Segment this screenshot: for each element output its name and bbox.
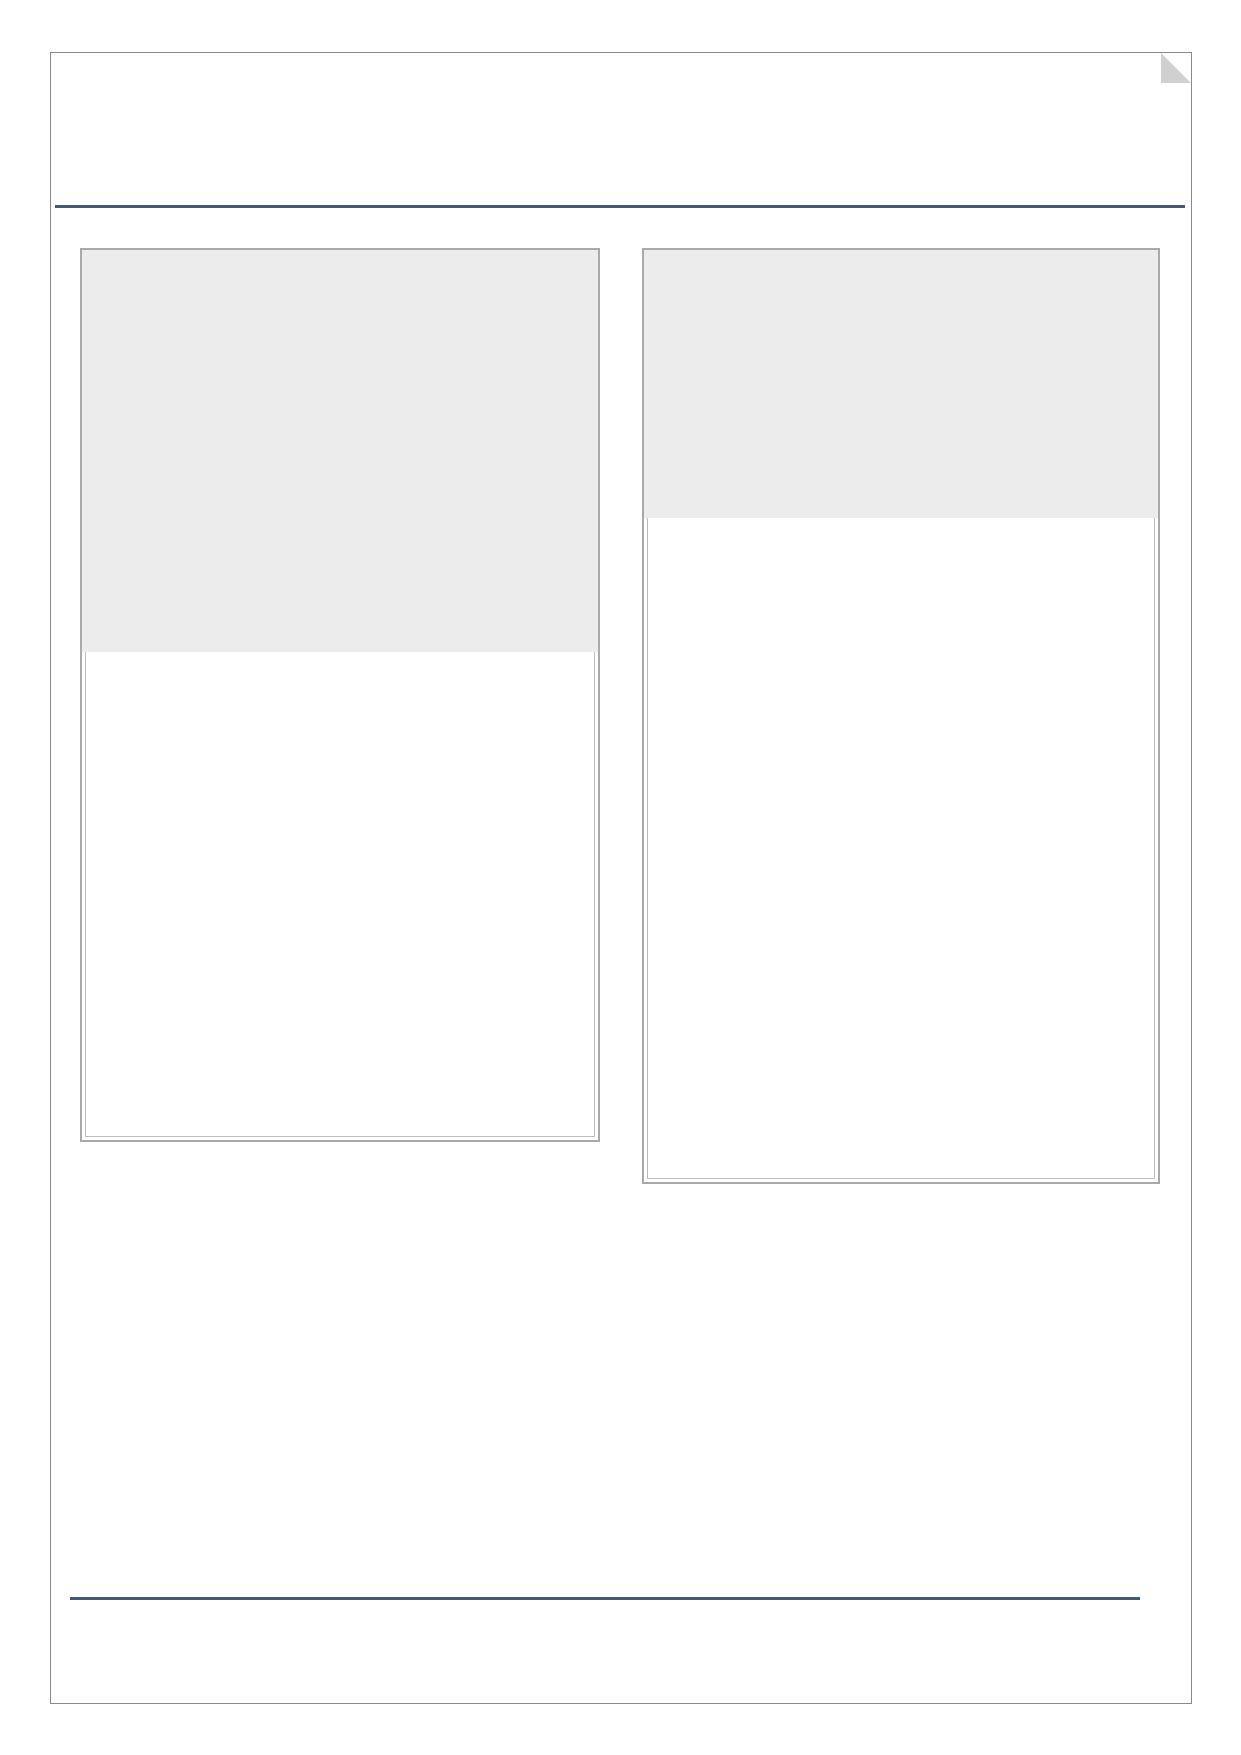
footer-divider [70,1597,1140,1600]
listing-right-header [644,250,1158,518]
listing-left [80,248,600,1142]
page-fold [1161,53,1191,83]
header-divider [55,205,1185,208]
listing-right [642,248,1160,1184]
listing-left-header [82,250,598,652]
